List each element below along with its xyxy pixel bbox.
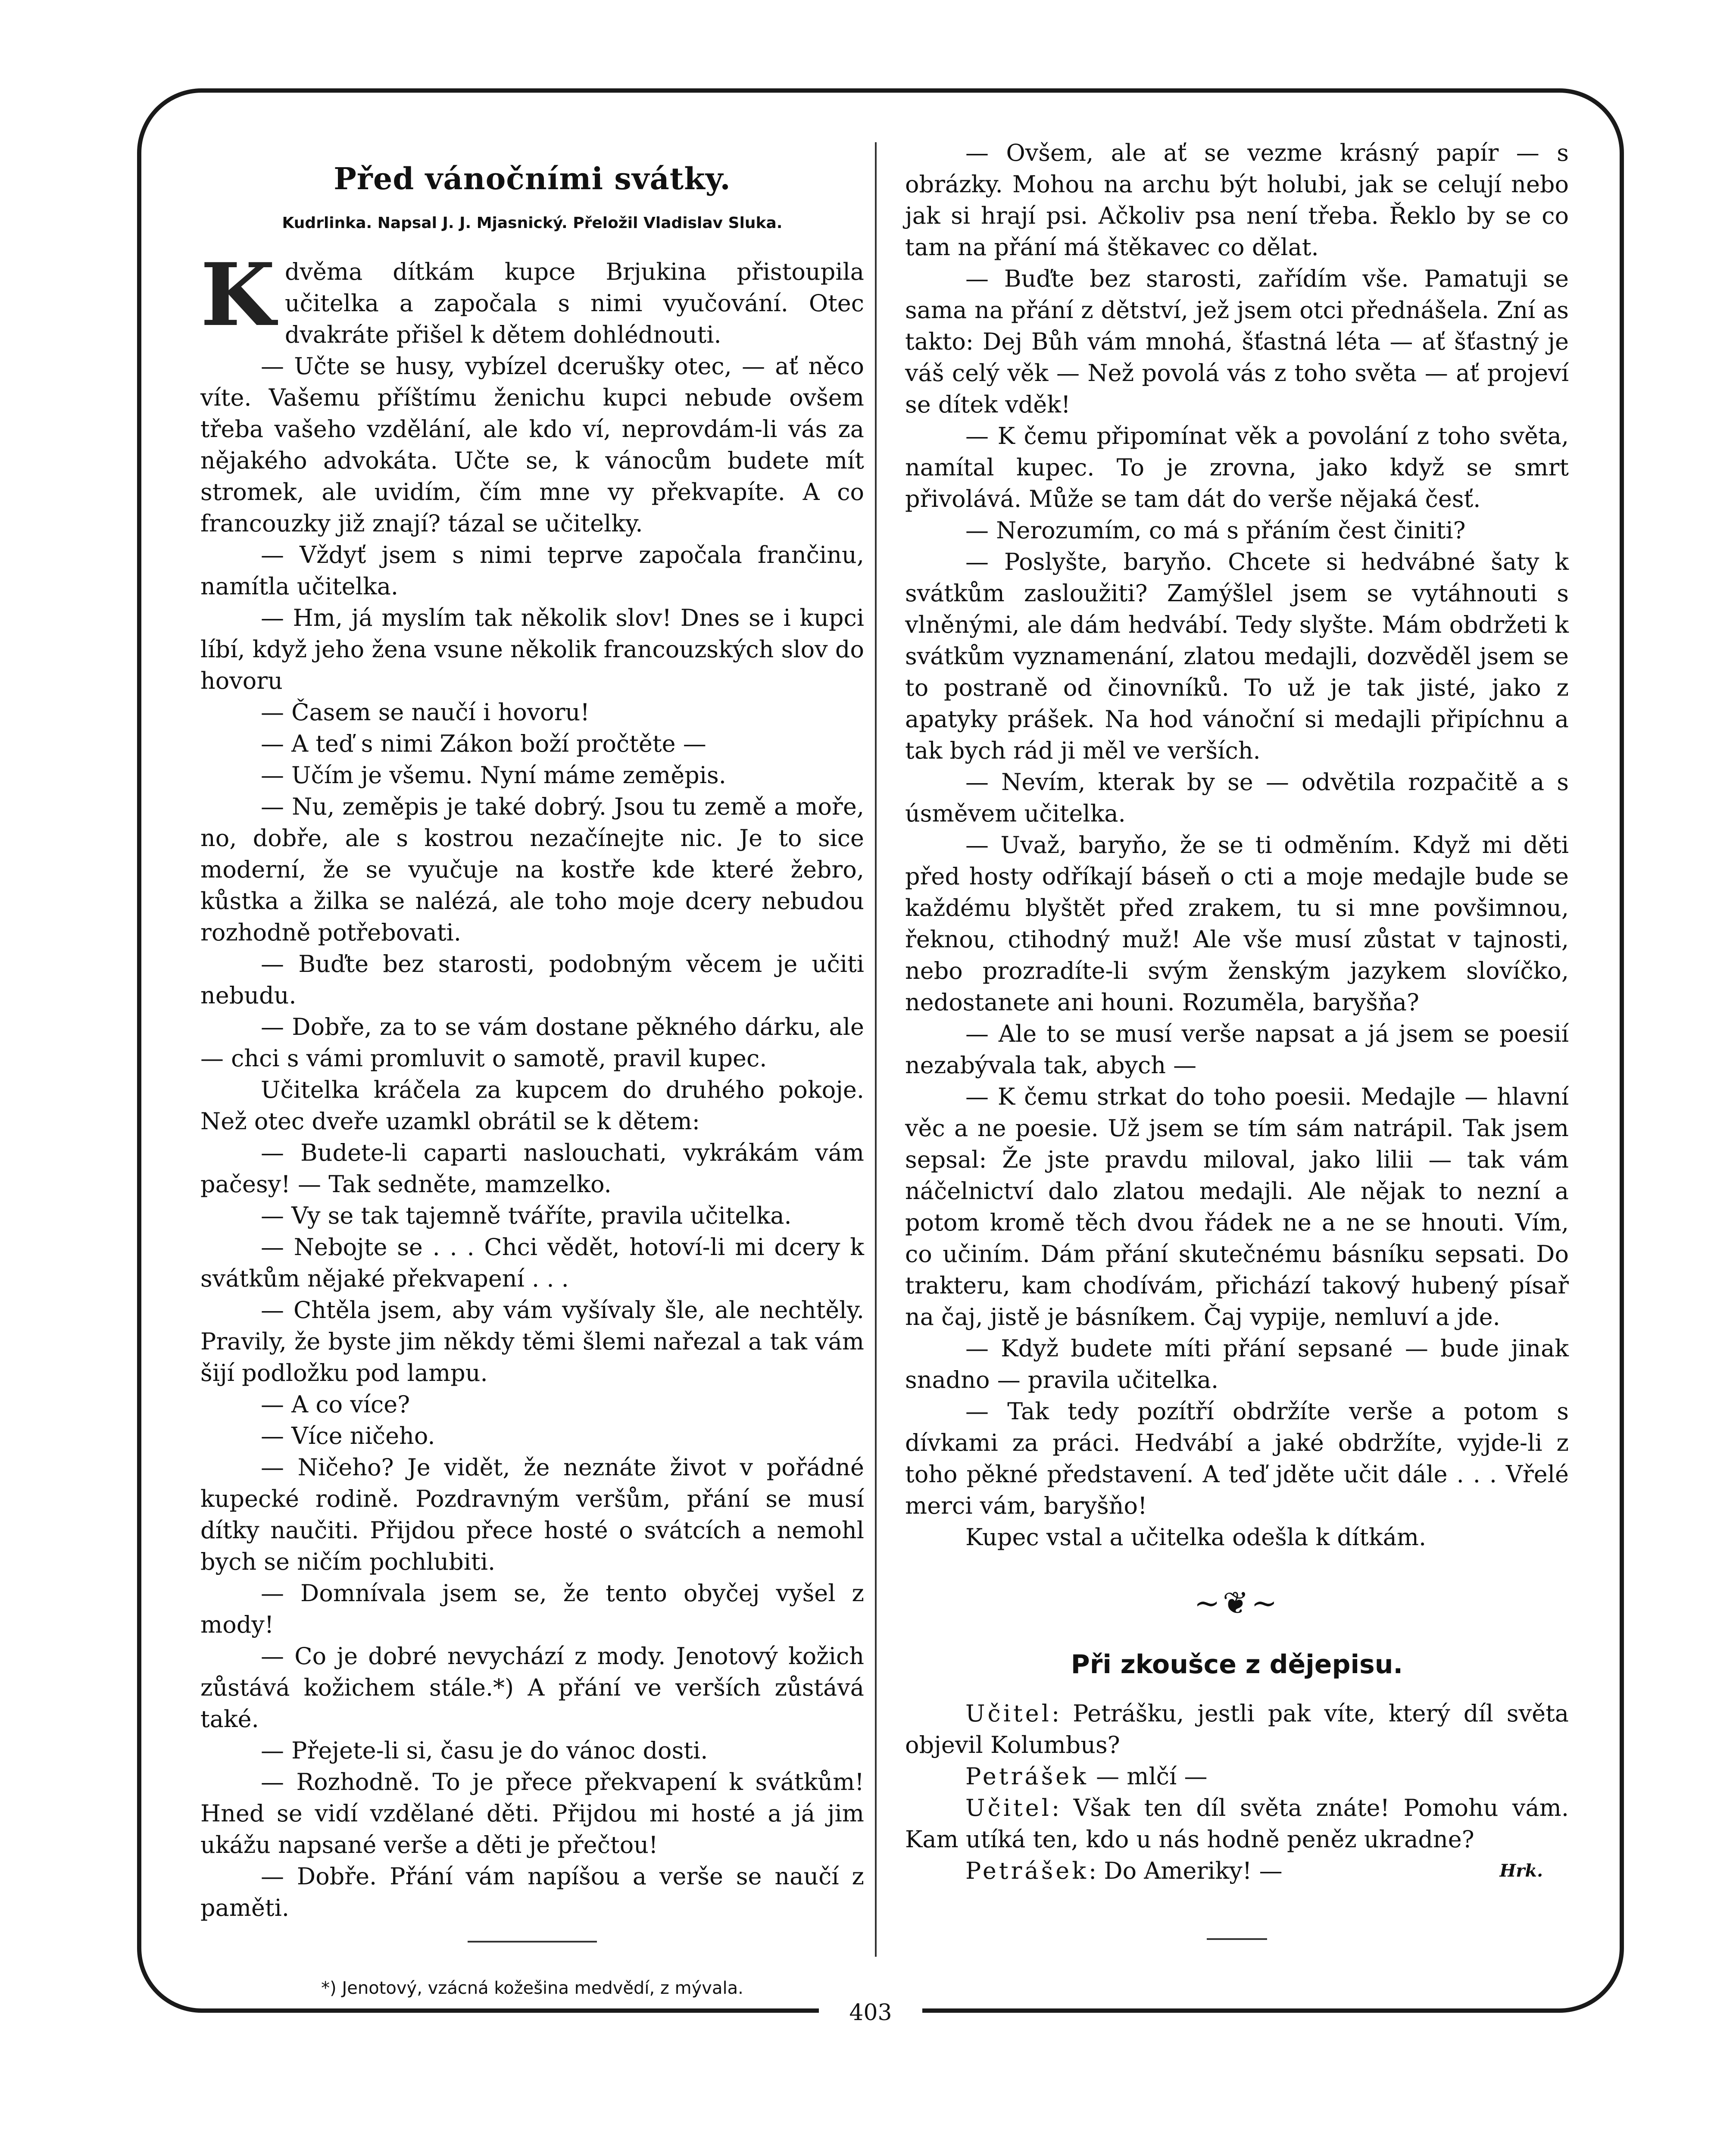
footnote-rule bbox=[468, 1941, 597, 1943]
paragraph: — Více ničeho. bbox=[261, 1422, 435, 1449]
paragraph: — Učte se husy, vybízel dcerušky otec, — ať něco víte. Vašemu příštímu ženichu kupci nebude ovšem třeba vašeho vzdělání, ale kdo ví, neprovdám-li vás za nějakého advokáta. Učte se, k vánocům budete mít stromek, ale uvidím, čím mne vy překvapíte. A co francouzky již znají? tázal se učitelky. bbox=[200, 353, 864, 537]
column-divider bbox=[875, 142, 877, 1957]
paragraph: — Časem se naučí i hovoru! bbox=[261, 699, 590, 726]
dialog-line: Petrášek: Do Ameriky! — Hrk. bbox=[905, 1855, 1569, 1886]
speaker: Petrášek bbox=[965, 1763, 1089, 1790]
paragraph: — K čemu strkat do toho poesii. Medajle — hlavní věc a ne poesie. Už jsem se tím sám natrápil. Tak jsem sepsal: Že jste pravdu miloval, jako lilii — tak vám náčelnictví dalo zlatou medajli. Ale nějak to nezní a potom kromě těch dvou řádek ne a ne se hnouti. Vím, co učiním. Dám přání skutečnému básníku sepsati. Do trakteru, kam chodívám, přichází takový hubený písař na čaj, jistě je básníkem. Čaj vypije, nemluví a jde. bbox=[905, 1083, 1569, 1330]
paragraph: — A teď s nimi Zákon boží pročtěte — bbox=[261, 730, 706, 757]
paragraph: — Hm, já myslím tak několik slov! Dnes se i kupci líbí, když jeho žena vsune několik francouzských slov do hovoru bbox=[200, 604, 864, 694]
paragraph: — Rozhodně. To je přece překvapení k svátkům! Hned se vidí vzdělané děti. Přijdou mi hosté a já jim ukážu napsané verše a děti je přečtou! bbox=[200, 1768, 864, 1858]
speaker: Petrášek bbox=[965, 1857, 1089, 1884]
paragraph: — Když budete míti přání sepsané — bude jinak snadno — pravila učitelka. bbox=[905, 1335, 1569, 1393]
paragraph: — Vždyť jsem s nimi teprve započala frančinu, namítla učitelka. bbox=[200, 541, 864, 600]
second-article-title: Při zkoušce z dějepisu. bbox=[1071, 1649, 1403, 1680]
drop-cap: K bbox=[200, 244, 275, 346]
left-paragraphs bbox=[200, 244, 864, 1924]
ornament-divider: ~❦~ bbox=[1194, 1585, 1280, 1621]
dialog-line: Učitel: Však ten díl světa znáte! Pomohu vám. Kam utíká ten, kdo u nás hodně peněz ukradne? bbox=[905, 1794, 1569, 1853]
paragraph: — Domnívala jsem se, že tento obyčej vyšel z mody! bbox=[200, 1580, 864, 1638]
paragraph: — Dobře, za to se vám dostane pěkného dárku, ale — chci s vámi promluvit o samotě, pravil kupec. bbox=[200, 1013, 864, 1072]
right-column bbox=[905, 137, 1569, 1940]
paragraph: — Ničeho? Je vidět, že neznáte život v pořádné kupecké rodině. Pozdravným veršům, přání se musí dítky naučiti. Přijdou přece hosté o svátcích a nemohl bych se ničím pochlubiti. bbox=[200, 1454, 864, 1575]
paragraph: — A co více? bbox=[261, 1391, 410, 1418]
paragraph: — K čemu připomínat věk a povolání z toho světa, namítal kupec. To je zrovna, jako když se smrt přivolává. Může se tam dát do verše nějaká česť. bbox=[905, 422, 1569, 512]
article-byline: Kudrlinka. Napsal J. J. Mjasnický. Přeložil Vladislav Sluka. bbox=[282, 214, 783, 232]
left-column bbox=[200, 137, 864, 2004]
speaker: Učitel bbox=[965, 1700, 1052, 1727]
paragraph: — Nevím, kterak by se — odvětila rozpačitě a s úsměvem učitelka. bbox=[905, 768, 1569, 827]
footnote: *) Jenotový, vzácná kožešina medvědí, z mývala. bbox=[321, 1978, 743, 1998]
dialog-line: Učitel: Petrášku, jestli pak víte, který díl světa objevil Kolumbus? bbox=[905, 1700, 1569, 1758]
paragraph: — Přejete-li si, času je do vánoc dosti. bbox=[261, 1737, 708, 1764]
paragraph: — Buďte bez starosti, podobným věcem je učiti nebudu. bbox=[200, 950, 864, 1009]
dialog-line: Petrášek — mlčí — bbox=[965, 1763, 1208, 1790]
speaker: Učitel bbox=[965, 1794, 1052, 1821]
paragraph: — Chtěla jsem, aby vám vyšívaly šle, ale nechtěly. Pravily, že byste jim někdy těmi šlemi nařezal a tak vám šijí podložku pod lampu. bbox=[200, 1296, 864, 1387]
signature: Hrk. bbox=[1499, 1861, 1543, 1881]
paragraph: Kupec vstal a učitelka odešla k dítkám. bbox=[965, 1524, 1427, 1551]
paragraph: — Vy se tak tajemně tváříte, pravila učitelka. bbox=[261, 1202, 792, 1229]
paragraph: — Budete-li caparti naslouchati, vykrákám vám pačesy! — Tak sedněte, mamzelko. bbox=[200, 1139, 864, 1198]
paragraph: — Co je dobré nevychází z mody. Jenotový kožich zůstává kožichem stále.*) A přání ve verších zůstává také. bbox=[200, 1643, 864, 1733]
article-title: Před vánočními svátky. bbox=[334, 161, 731, 197]
paragraph: — Poslyšte, baryňo. Chcete si hedvábné šaty k svátkům zasloužiti? Zamýšlel jsem se vytáhnouti s vlněnými, ale dám hedvábí. Tedy slyšte. Mám obdržeti k svátkům vyznamenání, zlatou medajli, dozvěděl jsem se to postraně od činovníků. To už je tak jisté, jako z apatyky prášek. Na hod vánoční si medajli připíchnu a tak bych rád ji měl ve verších. bbox=[905, 548, 1569, 764]
paragraph: — Uvaž, baryňo, že se ti odměním. Když mi děti před hosty odříkají báseň o cti a moje medajle bude se každému blyštět před zrakem, tu si mne povšimnou, řeknou, ctihodný muž! Ale vše musí zůstat v tajnosti, nebo prozradíte-li svým ženským jazykem slovíčko, nedostanete ani houni. Rozuměla, baryšňa? bbox=[905, 831, 1569, 1016]
paragraph: — Ale to se musí verše napsat a já jsem se poesií nezabývala tak, abych — bbox=[905, 1020, 1569, 1079]
paragraph: Učitelka kráčela za kupcem do druhého pokoje. Než otec dveře uzamkl obrátil se k dětem: bbox=[200, 1076, 864, 1135]
paragraph: — Dobře. Přání vám napíšou a verše se naučí z paměti. bbox=[200, 1863, 864, 1921]
paragraph: Kdvěma dítkám kupce Brjukina přistoupila učitelka a započala s nimi vyučování. Otec dvakráte přišel k dětem dohlédnouti. bbox=[200, 244, 864, 348]
right-paragraphs bbox=[905, 137, 1569, 1553]
dialog bbox=[905, 1698, 1569, 1886]
paragraph: — Tak tedy pozítří obdržíte verše a potom s dívkami za práci. Hedvábí a jaké obdržíte, vyjde-li z toho pěkné představení. A teď jděte učit dále . . . Vřelé merci vám, baryšňo! bbox=[905, 1398, 1569, 1519]
page-number: 403 bbox=[819, 1987, 922, 2039]
paragraph: — Nu, zeměpis je také dobrý. Jsou tu země a moře, no, dobře, ale s kostrou nezačínejte nic. Je to sice moderní, že se vyučuje na kostře kde které žebro, kůstka a žilka se nalézá, ale toho moje dcery nebudou rozhodně potřebovati. bbox=[200, 793, 864, 946]
paragraph: — Ovšem, ale ať se vezme krásný papír — s obrázky. Mohou na archu být holubi, jak se celují nebo jak si hrají psi. Ačkoliv psa není třeba. Řeklo by se co tam na přání má štěkavec co dělat. bbox=[905, 139, 1569, 261]
paragraph: — Buďte bez starosti, zařídím vše. Pamatuji se sama na přání z dětství, jež jsem otci přednášela. Zní as takto: Dej Bůh vám mnohá, šťastná léta — ať šťastný je váš celý věk — Než povolá vás z toho světa — ať projeví se dítek vděk! bbox=[905, 265, 1569, 418]
paragraph: — Nebojte se . . . Chci vědět, hotoví-li mi dcery k svátkům nějaké překvapení . . . bbox=[200, 1234, 864, 1292]
paragraph: — Nerozumím, co má s přáním čest činiti? bbox=[965, 517, 1466, 544]
paragraph: — Učím je všemu. Nyní máme zeměpis. bbox=[261, 762, 726, 789]
end-rule bbox=[1207, 1938, 1267, 1940]
